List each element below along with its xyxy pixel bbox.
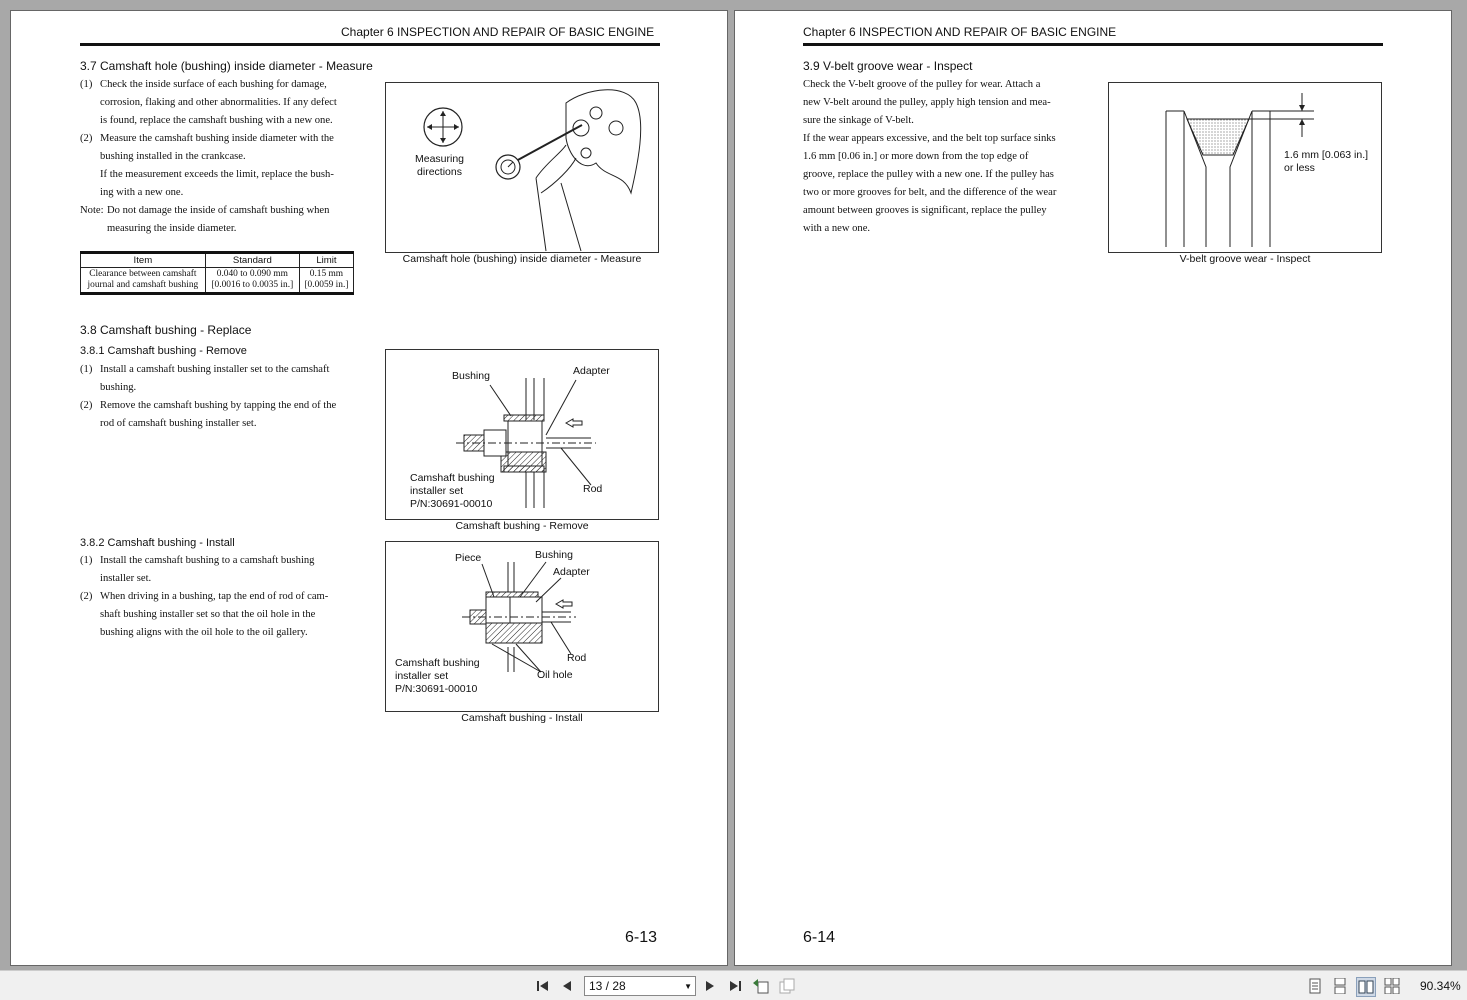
page-dropdown-icon[interactable]: ▼ (684, 982, 692, 991)
section-3-8-1-title: 3.8.1 Camshaft bushing - Remove (80, 345, 247, 357)
figure-caption-install: Camshaft bushing - Install (461, 712, 583, 724)
label-1-6mm-or-less: 1.6 mm [0.063 in.] or less (1284, 149, 1369, 174)
header-standard: Standard (205, 253, 299, 268)
cell-item: Clearance between camshaft journal and camshaft bushing (81, 268, 206, 294)
label-rod-install: Rod (567, 652, 587, 664)
first-page-icon[interactable] (534, 977, 552, 995)
continuous-facing-view-icon[interactable] (1383, 977, 1401, 995)
page-number-right: 6-14 (803, 929, 836, 946)
label-bushing-install: Bushing (535, 549, 573, 561)
label-adapter-install: Adapter (553, 566, 590, 578)
section-3-7-title: 3.7 Camshaft hole (bushing) inside diameter - Measure (80, 59, 373, 73)
section-3-9-title: 3.9 V-belt groove wear - Inspect (803, 59, 973, 73)
cell-standard: 0.040 to 0.090 mm [0.0016 to 0.0035 in.] (205, 268, 299, 294)
last-page-icon[interactable] (726, 977, 744, 995)
label-installer-set-install: Camshaft bushing installer set P/N:30691-00010 (395, 657, 480, 695)
label-rod: Rod (583, 483, 603, 495)
page-6-14 (734, 10, 1452, 966)
label-oil-hole: Oil hole (537, 669, 573, 681)
section-3-9-body: Check the V-belt groove of the pulley for wear. Attach a new V-belt around the pulley, apply high tension and mea- sure the sinkage of V-belt. If the wear appears excessive, and the belt top surface sinks 1.6 mm [0.06 in.] or more down from the top edge of groove, replace the pulley with a new one. If the pulley has two or more grooves for belt, and the difference of the wear amount between grooves is significant, replace the pulley with a new one. (803, 79, 1057, 234)
page-number-left: 6-13 (625, 929, 658, 946)
header-rule (80, 43, 660, 46)
figure-bushing-install (385, 541, 659, 712)
label-installer-set: Camshaft bushing installer set P/N:30691-00010 (410, 472, 495, 510)
figure-caption-vbelt: V-belt groove wear - Inspect (1179, 253, 1311, 265)
figure-camshaft-measure (385, 82, 659, 253)
page-number-field[interactable]: 13 / 28 ▼ (584, 976, 696, 996)
figure-caption-remove: Camshaft bushing - Remove (455, 520, 589, 532)
figure-vbelt-groove (1108, 82, 1382, 253)
label-piece: Piece (455, 552, 482, 564)
header-item: Item (81, 253, 206, 268)
spec-table (80, 251, 354, 295)
continuous-view-icon[interactable] (1331, 977, 1349, 995)
next-view-icon[interactable] (778, 977, 796, 995)
prev-page-icon[interactable] (558, 977, 576, 995)
page-6-13: Chapter 6 INSPECTION AND REPAIR OF BASIC ENGINE 3.7 Camshaft hole (bushing) inside diameter - Measure (1) Check the inside surface of each bushing for damage, corrosion, flaking and other abnormalities. If any defect is found, replace the camshaft bushing with a new one. (2) Measure the camshaft bushing inside diameter with the bushing installed in the crankcase. If the measurement exceeds the limit, replace the bush- ing with a new one. Note: Do not damage the inside of camshaft bushing when measuring the inside diameter. Item Standard Limit Clearance between camshaft journal and camshaft bushing 0.040 to 0.090 mm [0.0016 to 0.0035 in.] 0.15 mm [0.0059 in.] Measuring directions Camshaft hole (bushing) inside diameter - Measure 3.8 Camshaft bushing - Replace 3.8.1 Camshaft bushing - Remove (1) Install a camshaft bushing installer set to the camshaft bushing. (2) Remove the camshaft bushing by tapping the end of the rod of camshaft bushing installer set. Bushing Adapter Rod Camshaft bushing installer set P/N:30691-00010 Camshaft bushing - Remove 3.8.2 Camshaft bushing - Install (1) Install the camshaft bushing to a camshaft bushing installer set. (2) When driving in a bushing, tap the end of rod of cam- shaft bushing installer set so that the oil hole in the bushing aligns with the oil hole to the oil gallery. Piece Bushing Adapter Rod Oil hole Camshaft bushing installer set P/N:30691-00010 Camshaft bushing - Install 6-13 (10, 10, 728, 966)
next-page-icon[interactable] (701, 977, 719, 995)
section-3-8-title: 3.8 Camshaft bushing - Replace (80, 323, 252, 337)
chapter-header-right: Chapter 6 INSPECTION AND REPAIR OF BASIC ENGINE (803, 25, 1117, 39)
measuring-directions-label: Measuring directions (415, 153, 465, 178)
single-page-view-icon[interactable] (1306, 977, 1324, 995)
section-3-8-2-title: 3.8.2 Camshaft bushing - Install (80, 537, 235, 549)
window-top-strip (0, 0, 1467, 10)
cell-limit: 0.15 mm [0.0059 in.] (299, 268, 353, 294)
facing-view-icon[interactable] (1356, 977, 1376, 997)
viewer-toolbar (0, 970, 1467, 1000)
chapter-header: Chapter 6 INSPECTION AND REPAIR OF BASIC ENGINE (341, 25, 655, 39)
previous-view-icon[interactable] (752, 977, 770, 995)
label-bushing: Bushing (452, 370, 490, 382)
figure-caption-measure: Camshaft hole (bushing) inside diameter - Measure (402, 253, 642, 265)
header-limit: Limit (299, 253, 353, 268)
label-adapter: Adapter (573, 365, 610, 377)
figure-bushing-remove (385, 349, 659, 520)
zoom-level[interactable]: 90.34% (1420, 979, 1461, 993)
header-rule-right (803, 43, 1383, 46)
